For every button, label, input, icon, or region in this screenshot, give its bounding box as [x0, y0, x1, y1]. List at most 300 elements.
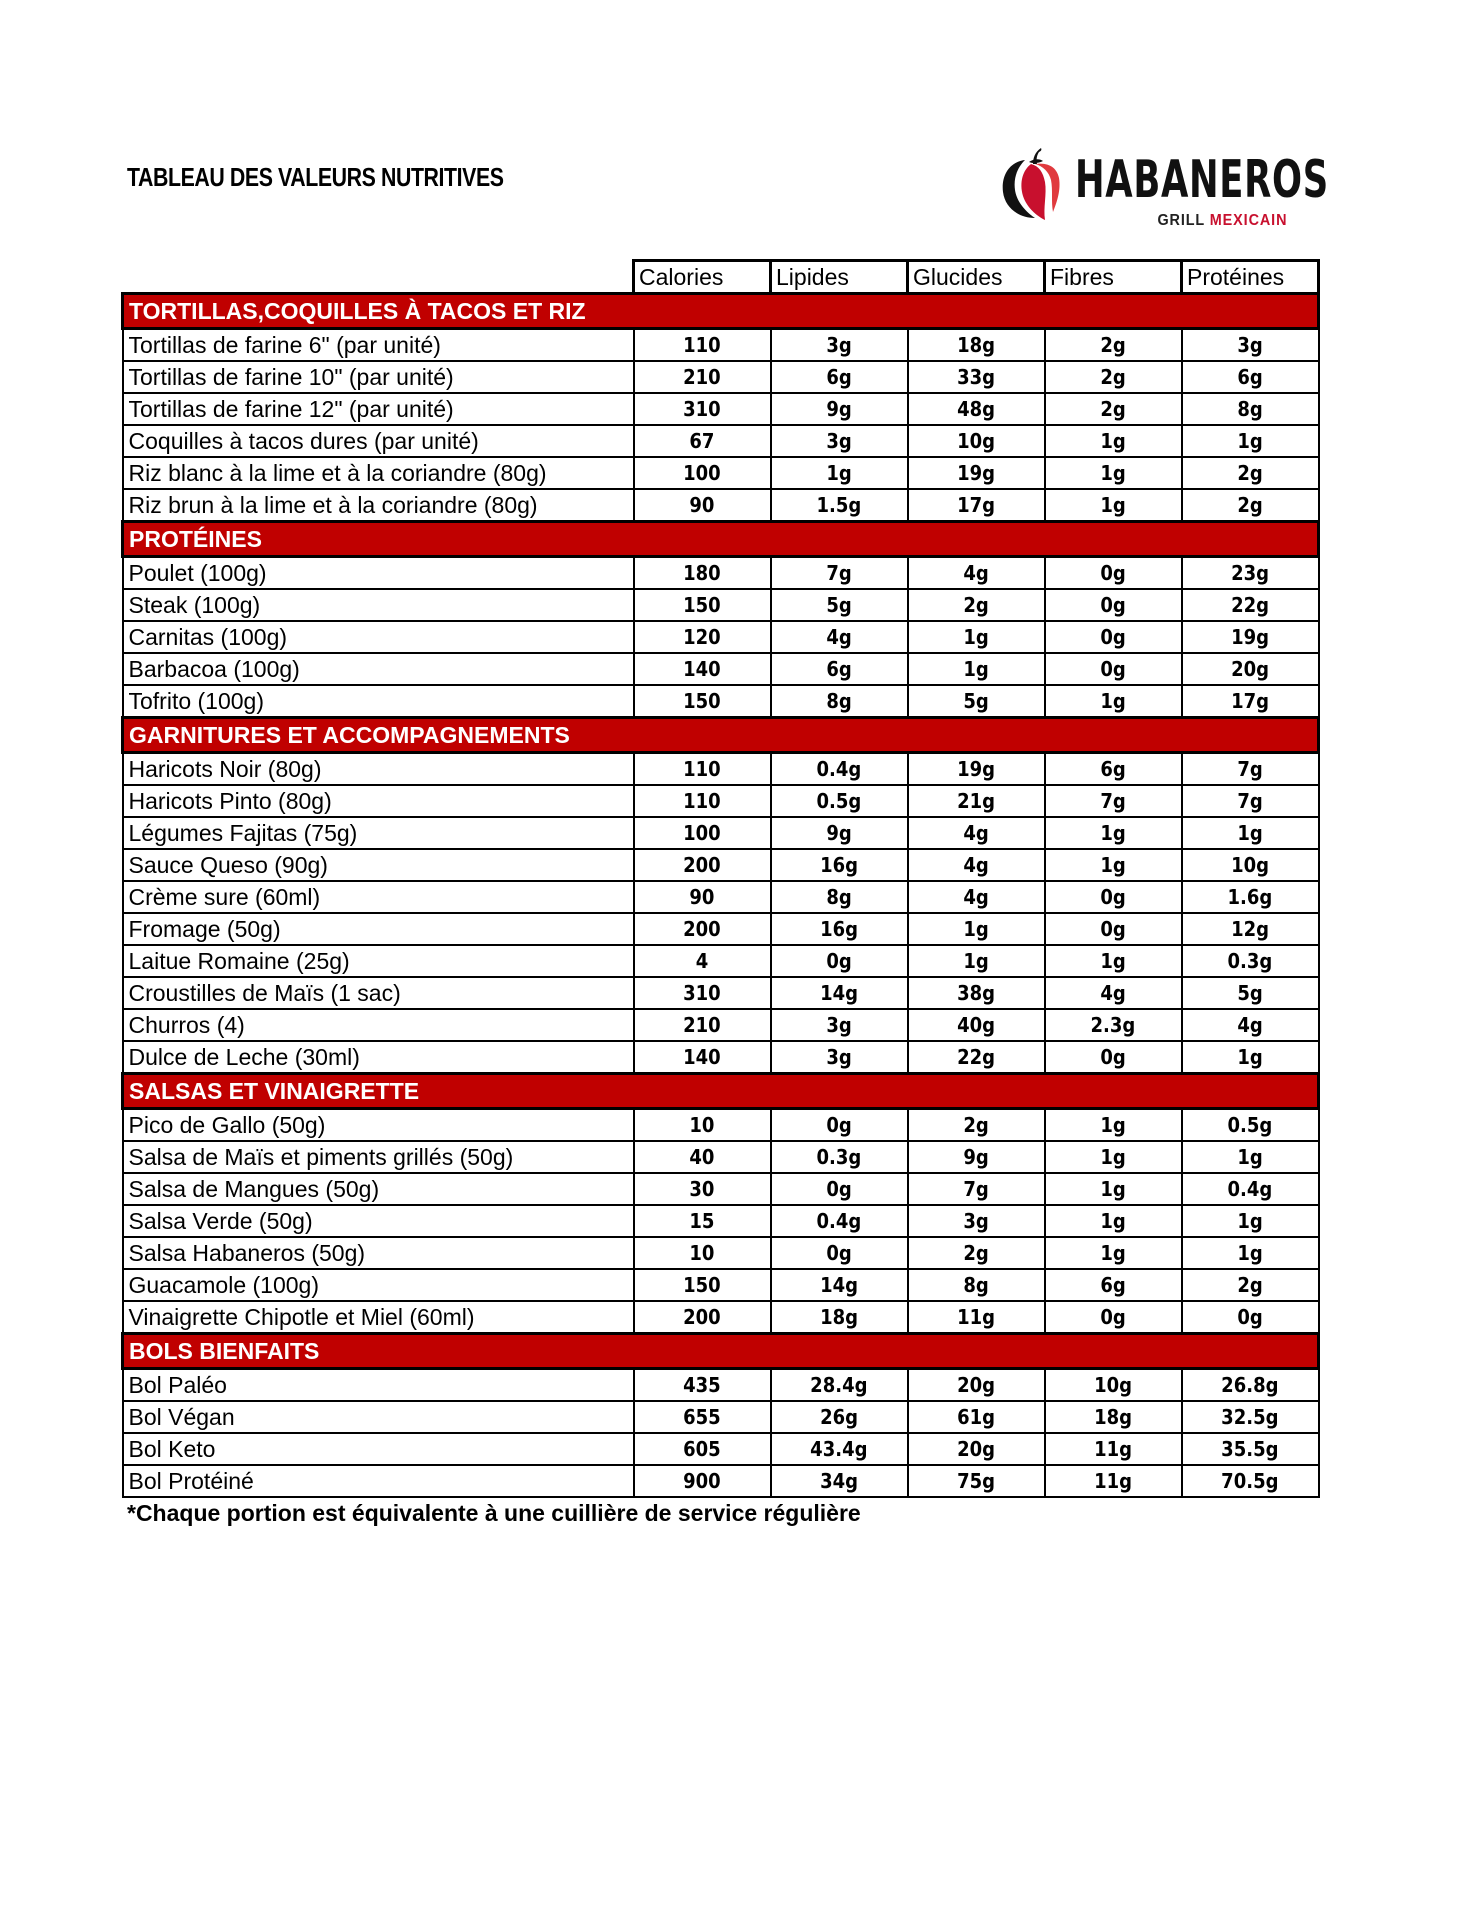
- table-row: [123, 913, 1319, 945]
- item-value: [634, 1369, 771, 1402]
- item-name: Bol Végan: [123, 1401, 634, 1433]
- item-value: [1045, 1237, 1182, 1269]
- item-value: [1045, 977, 1182, 1009]
- item-name: Pico de Gallo (50g): [123, 1109, 634, 1142]
- item-value-text: 8g: [963, 1273, 989, 1297]
- item-value-text: 150: [683, 1273, 721, 1297]
- item-value-text: 1g: [963, 657, 989, 681]
- table-row: [123, 1141, 1319, 1173]
- item-value-text: 120: [683, 625, 721, 649]
- item-value: [1182, 753, 1319, 786]
- item-value: [634, 329, 771, 362]
- item-value: [908, 685, 1045, 718]
- item-value: [908, 1041, 1045, 1074]
- item-value: [634, 685, 771, 718]
- item-value-text: 90: [689, 493, 715, 517]
- item-value-text: 40: [689, 1145, 715, 1169]
- item-name: Bol Paléo: [123, 1369, 634, 1402]
- item-value-text: 1g: [1100, 853, 1126, 877]
- item-value-text: 19g: [1231, 625, 1269, 649]
- item-value-text: 11g: [957, 1305, 995, 1329]
- item-value-text: 61g: [957, 1405, 995, 1429]
- item-name: Poulet (100g): [123, 557, 634, 590]
- item-value: [634, 361, 771, 393]
- section-header-row: [123, 1334, 1319, 1369]
- header-blank-cell: [123, 261, 634, 294]
- item-value-text: 2g: [1100, 333, 1126, 357]
- item-value-text: 0g: [826, 1177, 852, 1201]
- item-value-text: 20g: [957, 1373, 995, 1397]
- table-row: [123, 1369, 1319, 1402]
- table-row: [123, 1205, 1319, 1237]
- item-value-text: 43.4g: [810, 1437, 868, 1461]
- item-value: [908, 1301, 1045, 1334]
- item-value: [908, 329, 1045, 362]
- item-name: Steak (100g): [123, 589, 634, 621]
- item-value-text: 21g: [957, 789, 995, 813]
- column-header-row: [123, 261, 1319, 294]
- item-value: [1045, 1141, 1182, 1173]
- item-value: [1045, 557, 1182, 590]
- section-title: PROTÉINES: [123, 522, 1319, 557]
- item-value-text: 2g: [1100, 397, 1126, 421]
- item-value: [908, 913, 1045, 945]
- item-value: [1045, 393, 1182, 425]
- item-value-text: 0g: [1237, 1305, 1263, 1329]
- item-value: [1045, 1369, 1182, 1402]
- item-value: [1045, 425, 1182, 457]
- item-value: [771, 1369, 908, 1402]
- item-name: Tortillas de farine 6" (par unité): [123, 329, 634, 362]
- item-name: Haricots Pinto (80g): [123, 785, 634, 817]
- item-value: [908, 1269, 1045, 1301]
- item-value-text: 110: [683, 757, 721, 781]
- item-value-text: 4g: [963, 561, 989, 585]
- item-value-text: 10: [689, 1113, 715, 1137]
- item-value-text: 1g: [1100, 429, 1126, 453]
- item-value-text: 18g: [820, 1305, 858, 1329]
- item-value: [1045, 621, 1182, 653]
- item-value-text: 900: [683, 1469, 721, 1493]
- item-value: [1182, 849, 1319, 881]
- item-value-text: 6g: [826, 365, 852, 389]
- item-value-text: 4g: [826, 625, 852, 649]
- item-value-text: 0g: [1100, 917, 1126, 941]
- item-value: [1182, 653, 1319, 685]
- item-value-text: 0g: [1100, 657, 1126, 681]
- item-name: Churros (4): [123, 1009, 634, 1041]
- item-value: [1182, 1301, 1319, 1334]
- item-value-text: 140: [683, 657, 721, 681]
- item-name: Laitue Romaine (25g): [123, 945, 634, 977]
- item-value-text: 1g: [1237, 1045, 1263, 1069]
- item-value-text: 7g: [1237, 789, 1263, 813]
- item-value-text: 2g: [963, 1241, 989, 1265]
- item-value: [771, 1173, 908, 1205]
- item-value-text: 5g: [826, 593, 852, 617]
- item-value-text: 150: [683, 593, 721, 617]
- item-value-text: 2g: [1237, 461, 1263, 485]
- section-title: BOLS BIENFAITS: [123, 1334, 1319, 1369]
- item-value: [1182, 1009, 1319, 1041]
- item-value-text: 0.5g: [816, 789, 862, 813]
- item-value-text: 150: [683, 689, 721, 713]
- item-value-text: 4: [695, 949, 709, 973]
- item-value-text: 110: [683, 333, 721, 357]
- item-value: [1182, 1269, 1319, 1301]
- item-value: [634, 1009, 771, 1041]
- item-value: [634, 457, 771, 489]
- item-value: [771, 1465, 908, 1497]
- item-value: [1182, 1205, 1319, 1237]
- item-name: Guacamole (100g): [123, 1269, 634, 1301]
- item-value-text: 140: [683, 1045, 721, 1069]
- brand-logo: [995, 142, 1329, 237]
- item-name: Carnitas (100g): [123, 621, 634, 653]
- item-value: [771, 849, 908, 881]
- item-value: [1045, 1109, 1182, 1142]
- item-value-text: 8g: [1237, 397, 1263, 421]
- item-value-text: 3g: [963, 1209, 989, 1233]
- item-value-text: 10g: [957, 429, 995, 453]
- item-value-text: 38g: [957, 981, 995, 1005]
- table-row: [123, 393, 1319, 425]
- item-value-text: 0g: [1100, 625, 1126, 649]
- item-value: [634, 1141, 771, 1173]
- item-value: [1045, 685, 1182, 718]
- table-row: [123, 653, 1319, 685]
- section-header-row: [123, 1074, 1319, 1109]
- item-value-text: 1g: [963, 625, 989, 649]
- item-name: Salsa de Mangues (50g): [123, 1173, 634, 1205]
- item-value-text: 1g: [1100, 461, 1126, 485]
- item-value: [908, 589, 1045, 621]
- item-value-text: 11g: [1094, 1469, 1132, 1493]
- item-value-text: 0g: [826, 1113, 852, 1137]
- item-value: [908, 1009, 1045, 1041]
- item-value-text: 3g: [826, 1013, 852, 1037]
- table-row: [123, 1009, 1319, 1041]
- item-value: [771, 1301, 908, 1334]
- item-value-text: 6g: [826, 657, 852, 681]
- table-row: [123, 817, 1319, 849]
- section-title: TORTILLAS,COQUILLES À TACOS ET RIZ: [123, 294, 1319, 329]
- item-value: [1182, 1401, 1319, 1433]
- table-row: [123, 457, 1319, 489]
- table-row: [123, 785, 1319, 817]
- table-row: [123, 1109, 1319, 1142]
- item-value-text: 6g: [1100, 757, 1126, 781]
- item-value: [634, 1269, 771, 1301]
- item-value: [771, 621, 908, 653]
- item-value: [771, 913, 908, 945]
- table-row: [123, 329, 1319, 362]
- item-value: [634, 589, 771, 621]
- item-value-text: 1.6g: [1227, 885, 1273, 909]
- item-value: [908, 753, 1045, 786]
- item-value-text: 7g: [1100, 789, 1126, 813]
- item-value-text: 67: [689, 429, 715, 453]
- item-value: [634, 1109, 771, 1142]
- item-value-text: 48g: [957, 397, 995, 421]
- item-value-text: 20g: [1231, 657, 1269, 681]
- item-value: [908, 557, 1045, 590]
- column-header: Calories: [634, 261, 771, 294]
- table-row: [123, 589, 1319, 621]
- item-value: [1045, 653, 1182, 685]
- brand-tagline: [1157, 212, 1287, 230]
- section-title: SALSAS ET VINAIGRETTE: [123, 1074, 1319, 1109]
- item-name: Riz blanc à la lime et à la coriandre (80g): [123, 457, 634, 489]
- item-value-text: 3g: [826, 1045, 852, 1069]
- item-value: [908, 1205, 1045, 1237]
- table-row: [123, 1401, 1319, 1433]
- item-value-text: 34g: [820, 1469, 858, 1493]
- item-value: [634, 849, 771, 881]
- item-name: Salsa Habaneros (50g): [123, 1237, 634, 1269]
- brand-tagline-grill: GRILL: [1157, 212, 1205, 229]
- item-value-text: 0.5g: [1227, 1113, 1273, 1137]
- item-value-text: 4g: [963, 853, 989, 877]
- item-value-text: 6g: [1237, 365, 1263, 389]
- item-value-text: 1g: [1237, 1145, 1263, 1169]
- item-value: [634, 977, 771, 1009]
- item-value-text: 3g: [1237, 333, 1263, 357]
- item-value: [1182, 489, 1319, 522]
- column-header: Fibres: [1045, 261, 1182, 294]
- item-value: [908, 1369, 1045, 1402]
- table-row: [123, 621, 1319, 653]
- chili-pepper-icon: [995, 146, 1067, 222]
- item-value: [1045, 1301, 1182, 1334]
- item-value-text: 0g: [826, 1241, 852, 1265]
- item-name: Tortillas de farine 10" (par unité): [123, 361, 634, 393]
- item-value: [771, 685, 908, 718]
- item-value-text: 7g: [826, 561, 852, 585]
- item-name: Légumes Fajitas (75g): [123, 817, 634, 849]
- item-value: [1182, 881, 1319, 913]
- item-value: [908, 653, 1045, 685]
- item-value-text: 26g: [820, 1405, 858, 1429]
- item-value-text: 210: [683, 1013, 721, 1037]
- item-value-text: 15: [689, 1209, 715, 1233]
- item-value: [771, 1433, 908, 1465]
- item-value-text: 100: [683, 461, 721, 485]
- item-name: Bol Protéiné: [123, 1465, 634, 1497]
- item-value-text: 0g: [1100, 561, 1126, 585]
- table-row: [123, 977, 1319, 1009]
- item-value-text: 180: [683, 561, 721, 585]
- item-value: [1182, 329, 1319, 362]
- item-name: Croustilles de Maïs (1 sac): [123, 977, 634, 1009]
- footnote: *Chaque portion est équivalente à une cuillière de service régulière: [127, 1500, 861, 1526]
- item-value-text: 8g: [826, 689, 852, 713]
- item-value: [1182, 785, 1319, 817]
- item-value: [908, 425, 1045, 457]
- item-value: [771, 393, 908, 425]
- item-value-text: 30: [689, 1177, 715, 1201]
- table-row: [123, 1433, 1319, 1465]
- item-value: [1045, 1173, 1182, 1205]
- item-value: [1182, 457, 1319, 489]
- brand-tagline-mexicain: MEXICAIN: [1209, 212, 1287, 229]
- item-value-text: 18g: [1094, 1405, 1132, 1429]
- item-value-text: 90: [689, 885, 715, 909]
- item-name: Dulce de Leche (30ml): [123, 1041, 634, 1074]
- item-value-text: 0.4g: [816, 1209, 862, 1233]
- item-value: [908, 945, 1045, 977]
- item-value: [1045, 753, 1182, 786]
- item-value: [1182, 361, 1319, 393]
- item-value: [634, 393, 771, 425]
- item-value: [634, 1041, 771, 1074]
- item-value-text: 200: [683, 1305, 721, 1329]
- item-value: [1045, 361, 1182, 393]
- item-value: [634, 785, 771, 817]
- item-value-text: 18g: [957, 333, 995, 357]
- item-value-text: 16g: [820, 853, 858, 877]
- item-value: [634, 817, 771, 849]
- item-value-text: 2g: [1237, 1273, 1263, 1297]
- column-header: Protéines: [1182, 261, 1319, 294]
- item-value-text: 10g: [1231, 853, 1269, 877]
- item-value: [908, 1141, 1045, 1173]
- item-value: [771, 557, 908, 590]
- item-value: [634, 753, 771, 786]
- item-value: [908, 1465, 1045, 1497]
- item-value: [771, 653, 908, 685]
- item-value: [1045, 1401, 1182, 1433]
- item-name: Bol Keto: [123, 1433, 634, 1465]
- item-value: [771, 1205, 908, 1237]
- item-value-text: 0g: [1100, 1045, 1126, 1069]
- item-value: [1182, 1109, 1319, 1142]
- item-name: Sauce Queso (90g): [123, 849, 634, 881]
- section-title: GARNITURES ET ACCOMPAGNEMENTS: [123, 718, 1319, 753]
- item-value: [908, 817, 1045, 849]
- item-value: [1045, 945, 1182, 977]
- item-value: [1182, 1173, 1319, 1205]
- item-value: [1182, 1141, 1319, 1173]
- item-value-text: 1g: [1237, 1209, 1263, 1233]
- item-value: [634, 1465, 771, 1497]
- item-value: [1182, 977, 1319, 1009]
- item-value: [634, 653, 771, 685]
- item-value-text: 16g: [820, 917, 858, 941]
- item-value: [908, 361, 1045, 393]
- item-value: [1182, 621, 1319, 653]
- item-value: [771, 329, 908, 362]
- item-value: [771, 1237, 908, 1269]
- table-row: [123, 881, 1319, 913]
- table-row: [123, 489, 1319, 522]
- section-header-row: [123, 294, 1319, 329]
- item-value-text: 1g: [1100, 689, 1126, 713]
- item-value-text: 210: [683, 365, 721, 389]
- item-value-text: 110: [683, 789, 721, 813]
- item-value: [771, 489, 908, 522]
- item-value-text: 19g: [957, 757, 995, 781]
- item-value: [1045, 589, 1182, 621]
- item-value: [908, 1433, 1045, 1465]
- item-value: [1045, 1465, 1182, 1497]
- table-row: [123, 1237, 1319, 1269]
- item-value: [908, 1173, 1045, 1205]
- table-row: [123, 685, 1319, 718]
- item-value-text: 0.4g: [816, 757, 862, 781]
- item-value: [1045, 785, 1182, 817]
- item-value: [634, 1433, 771, 1465]
- item-value: [771, 1269, 908, 1301]
- item-value: [1045, 913, 1182, 945]
- item-value-text: 2.3g: [1090, 1013, 1136, 1037]
- item-value: [1182, 589, 1319, 621]
- item-value-text: 17g: [957, 493, 995, 517]
- item-name: Salsa de Maïs et piments grillés (50g): [123, 1141, 634, 1173]
- item-name: Salsa Verde (50g): [123, 1205, 634, 1237]
- table-row: [123, 361, 1319, 393]
- item-value: [1045, 1433, 1182, 1465]
- item-value-text: 1g: [1237, 821, 1263, 845]
- item-value: [1182, 817, 1319, 849]
- item-name: Crème sure (60ml): [123, 881, 634, 913]
- item-value-text: 1.5g: [816, 493, 862, 517]
- item-value-text: 2g: [963, 1113, 989, 1137]
- item-value-text: 1g: [1100, 821, 1126, 845]
- item-name: Vinaigrette Chipotle et Miel (60ml): [123, 1301, 634, 1334]
- item-value-text: 2g: [963, 593, 989, 617]
- item-value: [634, 489, 771, 522]
- item-value: [771, 1141, 908, 1173]
- item-value: [1182, 1369, 1319, 1402]
- page-title: TABLEAU DES VALEURS NUTRITIVES: [127, 162, 504, 192]
- item-value-text: 10: [689, 1241, 715, 1265]
- table-row: [123, 753, 1319, 786]
- item-value-text: 9g: [826, 397, 852, 421]
- item-value: [1045, 457, 1182, 489]
- item-value-text: 6g: [1100, 1273, 1126, 1297]
- item-value: [634, 945, 771, 977]
- item-value: [771, 589, 908, 621]
- item-value: [1045, 489, 1182, 522]
- item-value-text: 12g: [1231, 917, 1269, 941]
- item-value-text: 5g: [963, 689, 989, 713]
- item-value: [908, 881, 1045, 913]
- item-value: [771, 1109, 908, 1142]
- item-value-text: 0g: [1100, 1305, 1126, 1329]
- item-value-text: 9g: [826, 821, 852, 845]
- item-value-text: 4g: [1237, 1013, 1263, 1037]
- item-name: Barbacoa (100g): [123, 653, 634, 685]
- nutrition-table: [121, 259, 1320, 1498]
- item-value-text: 2g: [1100, 365, 1126, 389]
- table-row: [123, 1465, 1319, 1497]
- item-value: [1182, 913, 1319, 945]
- item-value-text: 8g: [826, 885, 852, 909]
- item-value-text: 310: [683, 981, 721, 1005]
- item-value: [771, 817, 908, 849]
- item-value: [634, 425, 771, 457]
- item-value-text: 22g: [957, 1045, 995, 1069]
- item-name: Fromage (50g): [123, 913, 634, 945]
- section-header-row: [123, 522, 1319, 557]
- table-row: [123, 425, 1319, 457]
- item-value-text: 4g: [1100, 981, 1126, 1005]
- item-value-text: 605: [683, 1437, 721, 1461]
- item-value-text: 20g: [957, 1437, 995, 1461]
- item-value-text: 1g: [1100, 1177, 1126, 1201]
- item-value: [1045, 849, 1182, 881]
